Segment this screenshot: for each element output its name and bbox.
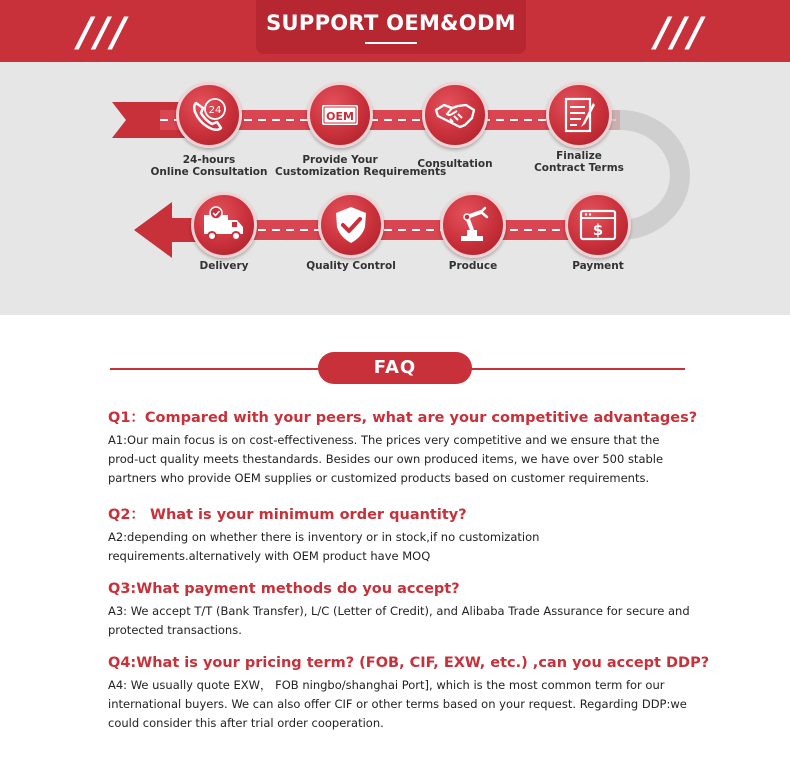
faq-answer: A1:Our main focus is on cost-effectiveness. The prices very competitive and we ensure that the prod-uct quality meets thestandards. Besides our own produced items, we have over 500 stable partners who provide OEM supplies or customized products based on customer requirements. xyxy=(108,433,664,485)
svg-text:24: 24 xyxy=(208,105,222,116)
step-payment xyxy=(538,192,658,272)
faq-question: Q3:What payment methods do you accept? xyxy=(108,581,460,597)
title-underline xyxy=(365,42,417,44)
robot-arm-icon xyxy=(440,192,506,258)
step-label: Finalize Contract Terms xyxy=(534,150,624,174)
faq-heading: FAQ xyxy=(318,352,472,384)
faq-item xyxy=(108,506,708,566)
title-tab xyxy=(256,0,526,54)
header-banner xyxy=(0,0,790,62)
faq-answer: A3: We accept T/T (Bank Transfer), L/C (Letter of Credit), and Alibaba Trade Assurance for secure and protected transactions. xyxy=(108,604,690,637)
faq-item xyxy=(108,580,708,640)
faq-item xyxy=(108,654,708,733)
step-label: Payment xyxy=(572,260,624,272)
handshake-icon xyxy=(422,82,488,148)
shield-check-icon xyxy=(318,192,384,258)
oem-tag-icon xyxy=(307,82,373,148)
contract-icon xyxy=(546,82,612,148)
step-delivery xyxy=(164,192,284,272)
step-label: Produce xyxy=(448,260,498,272)
page-title: SUPPORT OEM&ODM xyxy=(266,11,516,35)
step-produce xyxy=(413,192,533,272)
step-consultation xyxy=(395,82,515,170)
svg-text:$: $ xyxy=(592,221,604,239)
svg-text:OEM: OEM xyxy=(326,110,354,123)
delivery-truck-icon xyxy=(191,192,257,258)
faq-answer: A4: We usually quote EXW， FOB ningbo/shanghai Port], which is the most common term for our international buyers. We can also offer CIF or other terms based on your request. Regarding DDP:we could consider this after trial order cooperation. xyxy=(108,678,687,730)
step-quality-control xyxy=(291,192,411,272)
faq-item xyxy=(108,409,708,488)
phone-24-icon xyxy=(176,82,242,148)
decor-slashes-left: /// xyxy=(78,10,128,56)
step-label: Consultation xyxy=(417,158,493,170)
payment-window-icon xyxy=(565,192,631,258)
step-online-consultation xyxy=(149,82,269,178)
faq-question: Q1：Compared with your peers, what are your competitive advantages? xyxy=(108,410,698,426)
step-finalize-contract xyxy=(519,82,639,174)
step-label: Provide Your Customization Requirements xyxy=(275,154,447,178)
step-label: Delivery xyxy=(199,260,249,272)
faq-question: Q2： What is your minimum order quantity? xyxy=(108,507,467,523)
decor-slashes-right: /// xyxy=(655,10,705,56)
step-label: 24-hours Online Consultation xyxy=(150,154,268,178)
step-customization xyxy=(275,82,447,178)
process-flow xyxy=(0,62,790,315)
faq-question: Q4:What is your pricing term? (FOB, CIF, EXW, etc.) ,can you accept DDP? xyxy=(108,655,710,671)
step-label: Quality Control xyxy=(306,260,396,272)
faq-answer: A2:depending on whether there is inventory or in stock,if no customization requirements.alternatively with OEM product have MOQ xyxy=(108,530,540,563)
